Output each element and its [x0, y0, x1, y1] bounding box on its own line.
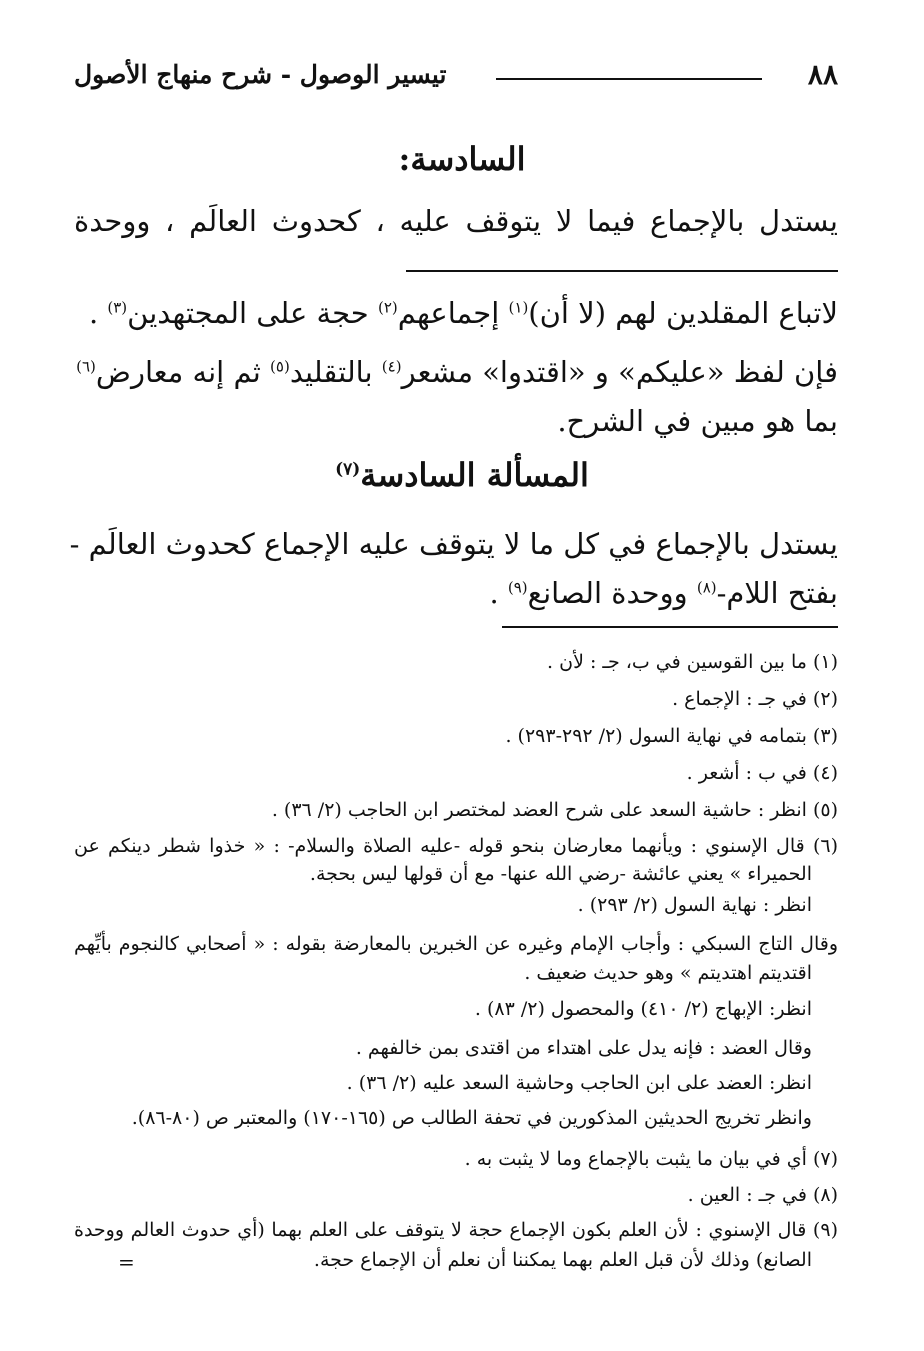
issue-heading-sixth: [0, 456, 924, 494]
footnote-continuation: وانظر تخريج الحديثين المذكورين في تحفة الطالب ص (١٦٥-١٧٠) والمعتبر ص (٨٠-٨٦).: [131, 1107, 812, 1129]
text-run: ووحدة الصانع: [527, 576, 697, 610]
footnote-continuation: الحميراء » يعني عائشة -رضي الله عنها- مع أن قولها ليس بحجة.: [309, 863, 812, 885]
header-rule: [496, 78, 762, 80]
footnote: (١) ما بين القوسين في ب، جـ : لأن .: [547, 651, 838, 673]
footnote: (٨) في جـ : العين .: [687, 1184, 838, 1206]
footnote-ref: (٧): [335, 459, 361, 480]
text-run: فإن لفظ «عليكم» و «اقتدوا» مشعر: [401, 355, 838, 389]
footnote-ref: (٢): [377, 298, 398, 317]
footnote-ref: (٥): [270, 357, 290, 376]
continuation-mark: =: [118, 1250, 135, 1274]
footnote: (٦) قال الإسنوي : ويأنهما معارضان بنحو قوله -عليه الصلاة والسلام- : « خذوا شطر دينكم عن: [74, 835, 838, 857]
main-text-line: [489, 576, 838, 610]
footnote-ref: (٣): [107, 298, 128, 317]
footnote: (٤) في ب : أشعر .: [686, 762, 838, 784]
text-run: حجة على المجتهدين: [127, 296, 378, 330]
commentary-line: [89, 296, 838, 330]
footnote: (٣) بتمامه في نهاية السول (٢/ ٢٩٢-٢٩٣) .: [505, 725, 838, 747]
footnote-ref: (٨): [696, 578, 717, 597]
footnote: (٥) انظر : حاشية السعد على شرح العضد لمختصر ابن الحاجب (٢/ ٣٦) .: [271, 799, 838, 821]
text-divider: [406, 270, 838, 272]
text-run: .: [489, 576, 508, 610]
text-run: إجماعهم: [397, 296, 509, 330]
main-text-line: يستدل بالإجماع في كل ما لا يتوقف عليه الإجماع كحدوث العالَم -: [69, 527, 838, 561]
text-run: .: [88, 296, 108, 330]
text-run: بفتح اللام-: [716, 576, 838, 610]
main-text-line: يستدل بالإجماع فيما لا يتوقف عليه ، كحدوث العالَم ، ووحدة: [74, 204, 838, 238]
text-run: لاتباع المقلدين لهم (لا أن): [528, 296, 838, 330]
text-run: بالتقليد: [289, 355, 382, 389]
footnote-continuation: اقتديتم اهتديتم » وهو حديث ضعيف .: [524, 962, 812, 984]
commentary-line: بما هو مبين في الشرح.: [557, 404, 838, 438]
footnote: (٧) أي في بيان ما يثبت بالإجماع وما لا يثبت به .: [464, 1148, 838, 1170]
footnote-continuation: انظر : نهاية السول (٢/ ٢٩٣) .: [577, 894, 812, 916]
heading-text: المسألة السادسة: [360, 456, 589, 494]
footnote-ref: (٩): [507, 578, 528, 597]
page-header: [74, 58, 838, 98]
footnote-continuation: وقال التاج السبكي : وأجاب الإمام وغيره عن الخبرين بالمعارضة بقوله : « أصحابي كالنجوم بأيِّهم: [74, 933, 838, 955]
footnote: (٩) قال الإسنوي : لأن العلم بكون الإجماع حجة لا يتوقف على العلم بهما (أي حدوث العالم ووحدة: [74, 1219, 838, 1241]
text-run: ثم إنه معارض: [95, 355, 271, 389]
footnote-continuation: انظر: الإبهاج (٢/ ٤١٠) والمحصول (٢/ ٨٣) .: [474, 998, 812, 1020]
running-title: تيسير الوصول - شرح منهاج الأصول: [74, 60, 447, 89]
footnote-ref: (٦): [76, 357, 96, 376]
footnote: (٢) في جـ : الإجماع .: [672, 688, 838, 710]
footnote-ref: (٤): [381, 357, 402, 376]
footnote-continuation: وقال العضد : فإنه يدل على اهتداء من اقتدى بمن خالفهم .: [355, 1037, 812, 1059]
footnote-separator: [502, 626, 838, 628]
footnote-continuation: انظر: العضد على ابن الحاجب وحاشية السعد عليه (٢/ ٣٦) .: [346, 1072, 812, 1094]
footnote-ref: (١): [508, 298, 529, 317]
section-heading-sixth: السادسة:: [398, 140, 526, 178]
commentary-line: [74, 355, 838, 389]
page-number: ٨٨: [807, 58, 838, 91]
footnote-continuation: الصانع) وذلك لأن قبل العلم بهما يمكننا أن نعلم أن الإجماع حجة.: [313, 1249, 812, 1271]
